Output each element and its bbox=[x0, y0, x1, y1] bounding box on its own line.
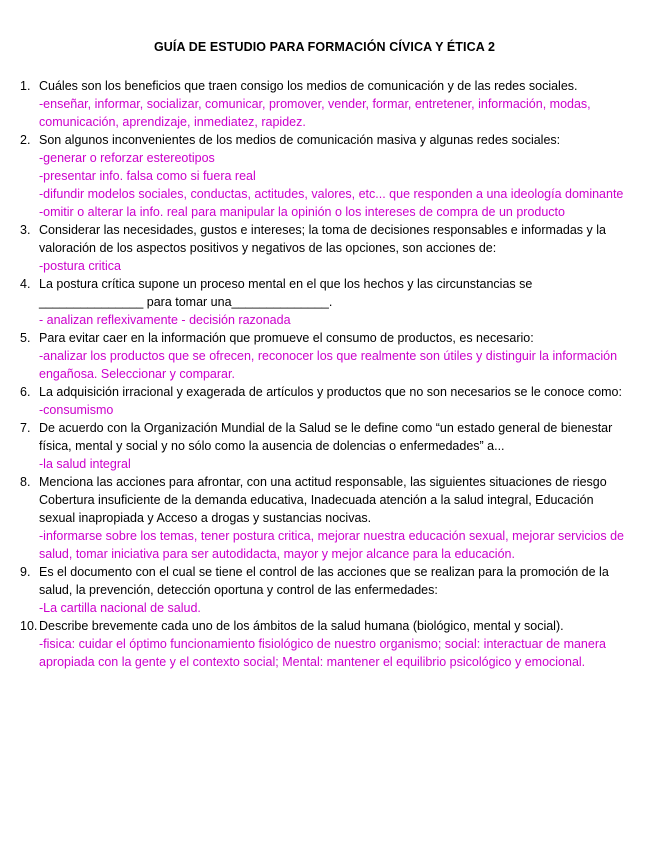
question-item-3 bbox=[20, 221, 629, 275]
answer-text: -postura critica bbox=[39, 259, 121, 273]
question-text: La adquisición irracional y exagerada de artículos y productos que no son necesarios se le conoce como: bbox=[39, 385, 622, 399]
question-number: 4. bbox=[20, 277, 31, 291]
question-item-4 bbox=[20, 275, 629, 329]
answer-line: -generar o reforzar estereotipos bbox=[39, 151, 215, 165]
question-item-2 bbox=[20, 131, 629, 221]
question-list bbox=[20, 77, 629, 671]
answer-text: -consumismo bbox=[39, 403, 114, 417]
question-item-5 bbox=[20, 329, 629, 383]
question-number: 7. bbox=[20, 421, 31, 435]
answer-text: -enseñar, informar, socializar, comunicar, promover, vender, formar, entretener, información, modas, comunicación, aprendizaje, inmediatez, rapidez. bbox=[39, 97, 591, 129]
question-number: 10. bbox=[20, 619, 38, 633]
question-number: 2. bbox=[20, 133, 31, 147]
question-item-10 bbox=[20, 617, 629, 671]
question-number: 5. bbox=[20, 331, 31, 345]
question-number: 1. bbox=[20, 79, 31, 93]
answer-text: -la salud integral bbox=[39, 457, 131, 471]
question-text: Describe brevemente cada uno de los ámbitos de la salud humana (biológico, mental y social). bbox=[39, 619, 564, 633]
question-text: Para evitar caer en la información que promueve el consumo de productos, es necesario: bbox=[39, 331, 534, 345]
answer-text: -analizar los productos que se ofrecen, reconocer los que realmente son útiles y distinguir la información engañosa. Seleccionar y comparar. bbox=[39, 349, 618, 381]
question-number: 6. bbox=[20, 385, 31, 399]
answer-line: -omitir o alterar la info. real para manipular la opinión o los intereses de compra de un producto bbox=[39, 205, 565, 219]
answer-text: - analizan reflexivamente - decisión razonada bbox=[39, 313, 291, 327]
page-title: GUÍA DE ESTUDIO PARA FORMACIÓN CÍVICA Y ÉTICA 2 bbox=[153, 40, 496, 54]
question-text: De acuerdo con la Organización Mundial de la Salud se le define como “un estado general de bienestar física, mental y social y no sólo como la ausencia de dolencias o enfermedades” a... bbox=[39, 421, 613, 453]
question-item-8 bbox=[20, 473, 629, 563]
question-text: Es el documento con el cual se tiene el control de las acciones que se realizan para la promoción de la salud, la prevención, detección oportuna y control de las enfermedades: bbox=[39, 565, 609, 597]
answer-line: -presentar info. falsa como si fuera real bbox=[39, 169, 256, 183]
question-item-1 bbox=[20, 77, 629, 131]
question-item-6 bbox=[20, 383, 629, 419]
question-item-7 bbox=[20, 419, 629, 473]
question-text: Son algunos inconvenientes de los medios de comunicación masiva y algunas redes sociales: bbox=[39, 133, 561, 147]
answer-text: -informarse sobre los temas, tener postura critica, mejorar nuestra educación sexual, mejorar servicios de salud, tomar iniciativa para ser autodidacta, mayor y mejor alcance para la educación. bbox=[39, 529, 624, 561]
question-text: Cuáles son los beneficios que traen consigo los medios de comunicación y de las redes sociales. bbox=[39, 79, 578, 93]
question-text: Considerar las necesidades, gustos e intereses; la toma de decisiones responsables e informadas y la valoración de los aspectos positivos y negativos de las opciones, son acciones de: bbox=[39, 223, 606, 255]
question-text: Menciona las acciones para afrontar, con una actitud responsable, las siguientes situaciones de riesgo Cobertura insuficiente de la demanda educativa, Inadecuada atención a la salud integral, Educación sexual inapropiada y Acceso a drogas y sustancias nocivas. bbox=[39, 475, 607, 525]
question-item-9 bbox=[20, 563, 629, 617]
question-number: 8. bbox=[20, 475, 31, 489]
question-number: 3. bbox=[20, 223, 31, 237]
answer-text: -fisica: cuidar el óptimo funcionamiento fisiológico de nuestro organismo; social: interactuar de manera apropiada con la gente y el contexto social; Mental: mantener el equilibrio psicológico y emocional. bbox=[39, 637, 606, 669]
question-number: 9. bbox=[20, 565, 31, 579]
answer-text: -La cartilla nacional de salud. bbox=[39, 601, 201, 615]
question-text: La postura crítica supone un proceso mental en el que los hechos y las circunstancias se _______________ para tomar una______________. bbox=[39, 277, 533, 309]
answer-line: -difundir modelos sociales, conductas, actitudes, valores, etc... que responden a una ideología dominante bbox=[39, 187, 624, 201]
